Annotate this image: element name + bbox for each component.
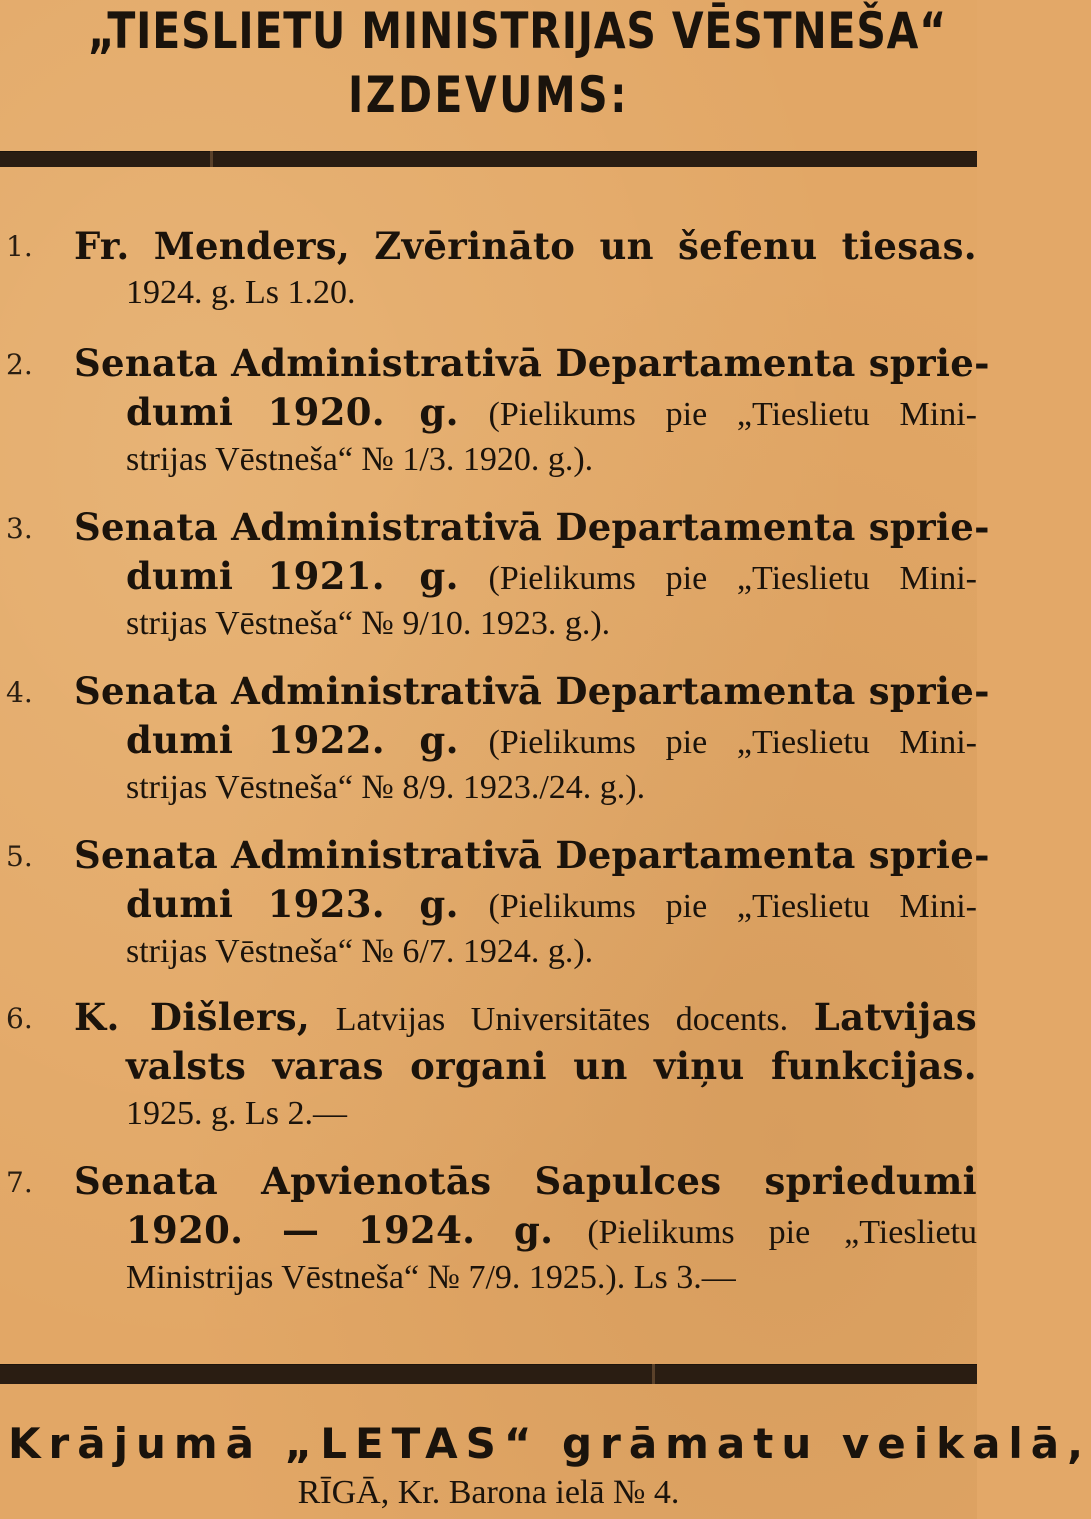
top-divider-rule (0, 151, 977, 167)
plain-text: 1924. g. Ls 1.20. (126, 274, 356, 311)
list-item-line (126, 607, 977, 641)
plain-text: strijas Vēstneša“ № 8/9. 1923./24. g.). (126, 769, 646, 806)
list-item-line (74, 833, 990, 877)
bold-text: Fr. Menders, Zvērināto un šefenu tiesas. (74, 224, 977, 268)
plain-text: (Pielikums pie „Tieslietu Mini- (458, 396, 977, 433)
bold-text: Senata Administrativā Departamenta sprie- (74, 341, 990, 385)
list-item-line (126, 1208, 977, 1252)
plain-text: (Pielikums pie „Tieslietu (553, 1214, 977, 1251)
plain-text: strijas Vēstneša“ № 1/3. 1920. g.). (126, 441, 594, 478)
list-item-number: 4. (6, 676, 33, 709)
list-item-line (74, 224, 977, 268)
list-item-number: 2. (6, 348, 33, 381)
plain-text: 1925. g. Ls 2.— (126, 1095, 347, 1132)
list-item-number: 3. (6, 512, 33, 545)
plain-text: (Pielikums pie „Tieslietu Mini- (458, 724, 977, 761)
list-item-line (126, 882, 977, 926)
bold-text: K. Dišlers, (74, 995, 311, 1039)
list-item-number: 5. (6, 840, 33, 873)
list-item-line (126, 771, 977, 805)
footer-address: RĪGĀ, Kr. Barona ielā № 4. (297, 1474, 680, 1511)
plain-text: (Pielikums pie „Tieslietu Mini- (458, 560, 977, 597)
plain-text: Ministrijas Vēstneša“ № 7/9. 1925.). Ls 3.— (126, 1259, 736, 1296)
bold-text: Senata Administrativā Departamenta sprie- (74, 505, 990, 549)
list-item-line (126, 1261, 977, 1295)
list-item-line (126, 1097, 977, 1131)
plain-text: strijas Vēstneša“ № 9/10. 1923. g.). (126, 605, 611, 642)
list-item-line (126, 1044, 977, 1088)
list-item-line (74, 995, 977, 1039)
footer-availability: Krājumā „LETAS“ grāmatu veikalā, (8, 1419, 1091, 1468)
list-item-number: 1. (6, 230, 33, 263)
bold-text: dumi 1921. g. (126, 554, 459, 598)
bottom-divider-rule (0, 1364, 977, 1384)
title-line-2: IZDEVUMS: (348, 66, 629, 124)
list-item-line (126, 390, 977, 434)
bold-text: Latvijas (813, 995, 977, 1039)
bold-text: valsts varas organi un viņu funkcijas. (126, 1044, 977, 1088)
list-item-line (126, 935, 977, 969)
bold-text: Senata Administrativā Departamenta sprie- (74, 669, 990, 713)
list-item-line (74, 1159, 977, 1203)
bold-text: dumi 1923. g. (126, 882, 459, 926)
title-line-1: „TIESLIETU MINISTRIJAS VĒSTNEŠA“ (87, 2, 947, 60)
bold-text: dumi 1922. g. (126, 718, 459, 762)
list-item-number: 7. (6, 1166, 33, 1199)
plain-text: Latvijas Universitātes docents. (310, 1001, 814, 1038)
list-item-line (126, 443, 977, 477)
list-item-line (74, 669, 990, 713)
list-item-line (126, 276, 977, 310)
plain-text: strijas Vēstneša“ № 6/7. 1924. g.). (126, 933, 594, 970)
bold-text: 1920. — 1924. g. (126, 1208, 554, 1252)
plain-text: (Pielikums pie „Tieslietu Mini- (458, 888, 977, 925)
bold-text: Senata Administrativā Departamenta sprie- (74, 833, 990, 877)
list-item-number: 6. (6, 1002, 33, 1035)
list-item-line (74, 505, 990, 549)
list-item-line (74, 341, 990, 385)
bold-text: Senata Apvienotās Sapulces spriedumi (74, 1159, 977, 1203)
list-item-line (126, 718, 977, 762)
bold-text: dumi 1920. g. (126, 390, 459, 434)
list-item-line (126, 554, 977, 598)
